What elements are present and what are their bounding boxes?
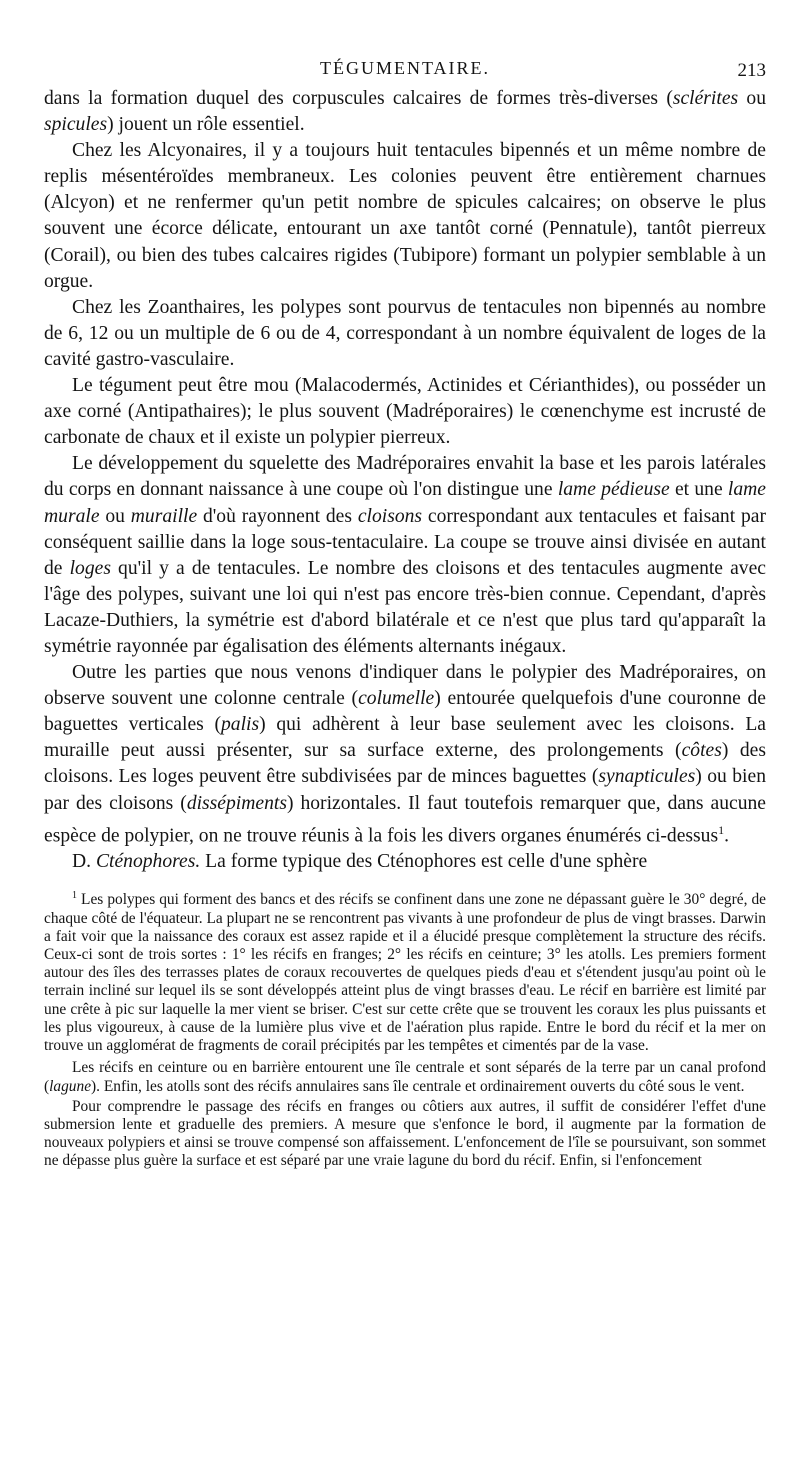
footnote-marker: 1	[72, 890, 77, 902]
paragraph-ctenophores: D. Cténophores. La forme typique des Cténophores est celle d'une sphère	[72, 851, 648, 873]
paragraph-zoanthaires: Chez les Zoanthaires, les polypes sont pourvus de tentacules non bipennés au nombre de 6, 12 ou un multiple de 6 ou de 4, correspondant à un nombre équivalent de loges de la cavité gastro-vasculaire.	[44, 296, 766, 370]
book-page	[44, 56, 766, 1446]
paragraph-alcyonaires: Chez les Alcyonaires, il y a toujours huit tentacules bipennés et un même nombre de replis mésentéroïdes membraneux. Les colonies peuvent être entièrement charnues (Alcyon) et ne renfermer qu'un petit nombre de spicules calcaires; on observe le plus souvent une écorce délicate, entourant un axe tantôt corné (Pennatule), tantôt pierreux (Corail), ou bien des tubes calcaires rigides (Tubipore) formant un polypier semblable à un orgue.	[44, 140, 766, 292]
footnote-paragraph-3: Pour comprendre le passage des récifs en franges ou côtiers aux autres, il suffit de considérer l'effet d'une submersion lente et graduelle des premiers. A mesure que s'enfonce le bord, il augmente par la formation de nouveaux polypiers et ainsi se trouve compensé son affaissement. L'enfoncement de l'île se poursuivant, son sommet ne dépasse plus guère la surface et est séparé par une vraie lagune du bord du récif. Enfin, si l'enfoncement	[44, 1097, 766, 1170]
paragraph-developpement: Le développement du squelette des Madréporaires envahit la base et les parois latérales du corps en donnant naissance à une coupe où l'on distingue une lame pédieuse et une lame murale ou muraille d'où rayonnent des cloisons correspondant aux tentacules et faisant par conséquent saillie dans la loge sous-tentaculaire. La coupe se trouve ainsi divisée en autant de loges qu'il y a de tentacules. Le nombre des cloisons et des tentacules augmente avec l'âge des polypes, suivant une loi qui n'est pas encore très-bien connue. Cependant, d'après Lacaze-Duthiers, la symétrie est d'abord bilatérale et ce n'est que plus tard qu'apparaît la symétrie rayonnée par égalisation des éléments alternants inégaux.	[44, 453, 766, 657]
page-number: 213	[737, 60, 766, 81]
footnote-1: $^1$ Les polypes qui forment des bancs et des récifs se confinent dans une zone ne dépassant guère le 30° degré, de chaque côté de l'équateur. La plupart ne se rencontrent pas vivants à une profondeur de plus de vingt brasses. Darwin a fait voir que la naissance des coraux est assez rapide et il a élucidé presque complètement la structure des récifs. Ceux-ci sont de trois sortes : 1° les récifs en franges; 2° les récifs en ceinture; 3° les atolls. Les premiers forment autour des îles des terrasses plates de coraux recouvertes de quelques pieds d'eau et s'étendent jusqu'au point où le terrain incliné sur lequel ils se sont développés atteint plus de vingt brasses d'eau. Le récif en barrière est limité par une crête à pic sur laquelle la mer vient se briser. C'est sur cette crête que se trouvent les coraux les plus puissants et les plus vigoureux, à cause de la lumière plus vive et de l'aération plus rapide. Entre le bord du récif et la mer on trouve un agglomérat de fragments de corail précipités par les tempêtes et cimentés par de la vase.	[44, 890, 766, 1055]
page-header	[44, 56, 766, 86]
main-text	[44, 86, 766, 875]
footnote-paragraph-2: Les récifs en ceinture ou en barrière entourent une île centrale et sont séparés de la terre par un canal profond (lagune). Enfin, les atolls sont des récifs annulaires sans île centrale et ordinairement ouverts du côté sous le vent.	[44, 1059, 766, 1095]
running-title: TÉGUMENTAIRE.	[319, 58, 491, 78]
paragraph-continuation: dans la formation duquel des corpuscules calcaires de formes très-diverses (sclérites ou spicules) jouent un rôle essentiel.	[44, 88, 766, 136]
footnotes	[44, 887, 766, 1170]
paragraph-tegument: Le tégument peut être mou (Malacodermés, Actinides et Cérianthides), ou posséder un axe corné (Antipathaires); le plus souvent (Madréporaires) le cœnenchyme est incrusté de carbonate de chaux et il existe un polypier pierreux.	[44, 375, 766, 449]
footnote-reference[interactable]: 1	[718, 822, 725, 837]
paragraph-outre: Outre les parties que nous venons d'indiquer dans le polypier des Madréporaires, on observe souvent une colonne centrale (columelle) entourée quelquefois d'une couronne de baguettes verticales (palis) qui adhèrent à leur base seulement avec les cloisons. La muraille peut aussi présenter, sur sa surface externe, des prolongements (côtes) des cloisons. Les loges peuvent être subdivisées par de minces baguettes (synapticules) ou bien par des cloisons (dissépiments) horizontales. Il faut toutefois remarquer que, dans aucune espèce de polypier, on ne trouve réunis à la fois les divers organes énumérés ci-dessus$^1$.	[44, 662, 766, 847]
